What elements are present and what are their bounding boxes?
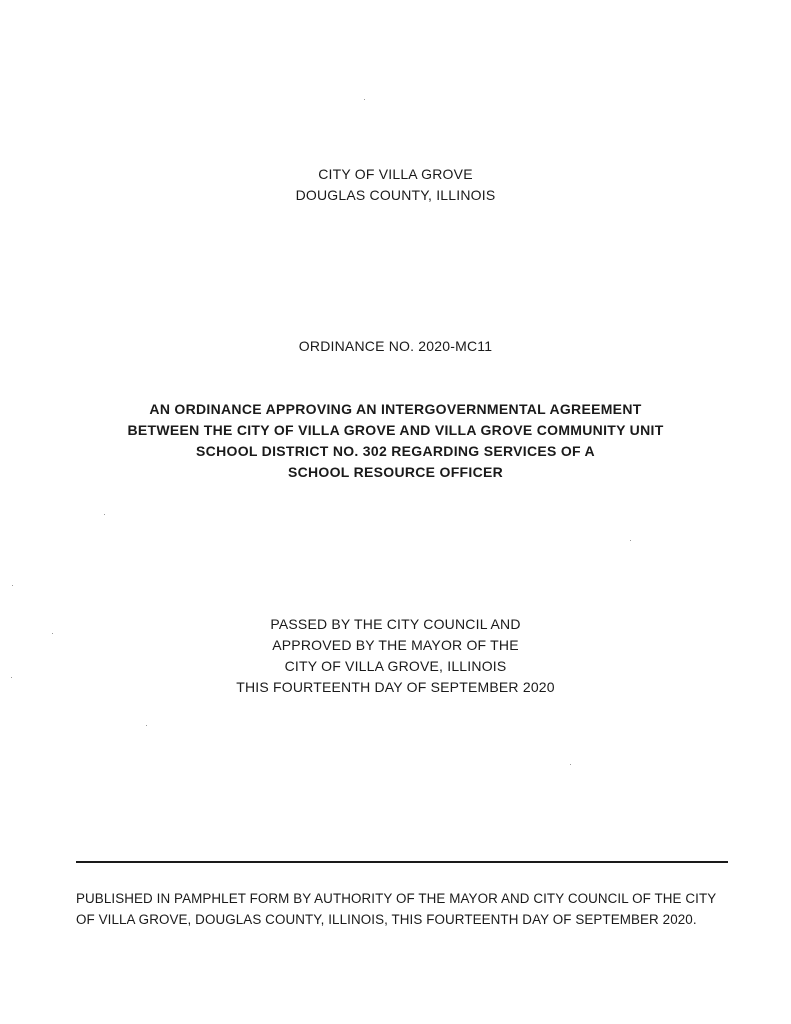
city-name: CITY OF VILLA GROVE	[318, 166, 473, 182]
title-line: SCHOOL RESOURCE OFFICER	[287, 464, 504, 480]
passed-line: PASSED BY THE CITY COUNCIL AND	[270, 616, 521, 632]
county-name: DOUGLAS COUNTY, ILLINOIS	[295, 187, 496, 203]
ordinance-number-block	[0, 336, 791, 357]
ordinance-number: ORDINANCE NO. 2020-MC11	[298, 338, 493, 354]
passed-line: THIS FOURTEENTH DAY OF SEPTEMBER 2020	[236, 679, 555, 695]
publication-line: PUBLISHED IN PAMPHLET FORM BY AUTHORITY OF THE MAYOR AND CITY COUNCIL OF THE CITY	[76, 891, 717, 906]
publication-notice	[76, 888, 736, 930]
ordinance-title	[0, 399, 791, 483]
scan-speck	[12, 585, 13, 586]
scan-speck	[11, 677, 12, 678]
horizontal-divider	[76, 861, 728, 863]
title-line: SCHOOL DISTRICT NO. 302 REGARDING SERVICES OF A	[196, 443, 595, 459]
document-header	[0, 164, 791, 206]
title-line: AN ORDINANCE APPROVING AN INTERGOVERNMENTAL AGREEMENT	[149, 401, 642, 417]
passed-line: CITY OF VILLA GROVE, ILLINOIS	[284, 658, 507, 674]
passed-approved-block	[0, 614, 791, 698]
scan-speck	[52, 633, 53, 634]
scan-speck	[570, 764, 571, 765]
scan-speck	[364, 99, 365, 100]
title-line: BETWEEN THE CITY OF VILLA GROVE AND VILLA GROVE COMMUNITY UNIT	[127, 422, 664, 438]
scan-speck	[146, 725, 147, 726]
scan-speck	[630, 540, 631, 541]
publication-line: OF VILLA GROVE, DOUGLAS COUNTY, ILLINOIS, THIS FOURTEENTH DAY OF SEPTEMBER 2020.	[76, 912, 697, 927]
scan-speck	[104, 514, 105, 515]
passed-line: APPROVED BY THE MAYOR OF THE	[272, 637, 519, 653]
